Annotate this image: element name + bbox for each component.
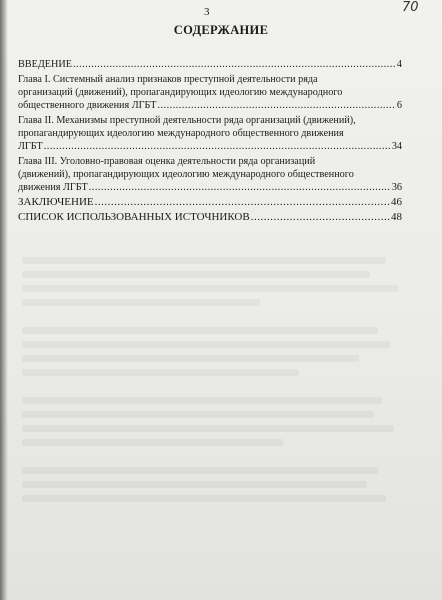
toc-leader-dots <box>73 58 396 71</box>
toc-entry[interactable] <box>18 114 402 153</box>
toc-line <box>18 99 402 112</box>
toc-leader-dots <box>157 99 395 112</box>
toc-page-number: 34 <box>391 141 402 152</box>
page-number: 3 <box>204 6 210 18</box>
page-title: СОДЕРЖАНИЕ <box>173 23 269 37</box>
toc-line-text: Глава II. Механизмы преступной деятельности ряда организаций (движений), <box>18 115 356 126</box>
toc-line-text: движения ЛГБТ <box>18 182 88 193</box>
toc-line <box>18 73 402 86</box>
toc-leader-dots <box>251 211 390 224</box>
toc-entry[interactable] <box>18 155 402 194</box>
toc-leader-dots <box>89 181 391 194</box>
toc-entry[interactable] <box>18 196 402 209</box>
table-of-contents <box>18 58 402 226</box>
toc-line <box>18 58 402 71</box>
toc-page-number: 36 <box>391 182 402 193</box>
toc-line <box>18 181 402 194</box>
bleed-through-text <box>22 250 418 590</box>
handwritten-note: 70 <box>402 0 419 15</box>
toc-entry[interactable] <box>18 73 402 112</box>
toc-line <box>18 211 402 224</box>
toc-line <box>18 140 402 153</box>
toc-line-text: Глава I. Системный анализ признаков преступной деятельности ряда <box>18 74 318 85</box>
toc-line-text: ЗАКЛЮЧЕНИЕ <box>18 196 94 208</box>
toc-line <box>18 127 402 140</box>
toc-line <box>18 196 402 209</box>
toc-line <box>18 155 402 168</box>
toc-entry[interactable] <box>18 58 402 71</box>
toc-line <box>18 86 402 99</box>
page-edge-shadow <box>0 0 8 600</box>
toc-page-number: 6 <box>396 100 402 111</box>
toc-line-text: организаций (движений), пропагандирующих идеологию международного <box>18 87 343 98</box>
toc-page-number: 48 <box>391 211 402 223</box>
toc-entry[interactable] <box>18 211 402 224</box>
toc-line-text: (движений), пропагандирующих идеологию международного общественного <box>18 169 354 180</box>
toc-line-text: ЛГБТ <box>18 141 43 152</box>
toc-line-text: пропагандирующих идеологию международного общественного движения <box>18 128 344 139</box>
toc-line-text: СПИСОК ИСПОЛЬЗОВАННЫХ ИСТОЧНИКОВ <box>18 211 250 223</box>
toc-line <box>18 114 402 127</box>
toc-line <box>18 168 402 181</box>
toc-page-number: 46 <box>391 196 402 208</box>
toc-line-text: общественного движения ЛГБТ <box>18 100 157 111</box>
toc-leader-dots <box>44 140 391 153</box>
toc-line-text: ВВЕДЕНИЕ <box>18 59 72 70</box>
toc-leader-dots <box>95 196 390 209</box>
toc-line-text: Глава III. Уголовно-правовая оценка деятельности ряда организаций <box>18 156 316 167</box>
toc-page-number: 4 <box>396 59 402 70</box>
